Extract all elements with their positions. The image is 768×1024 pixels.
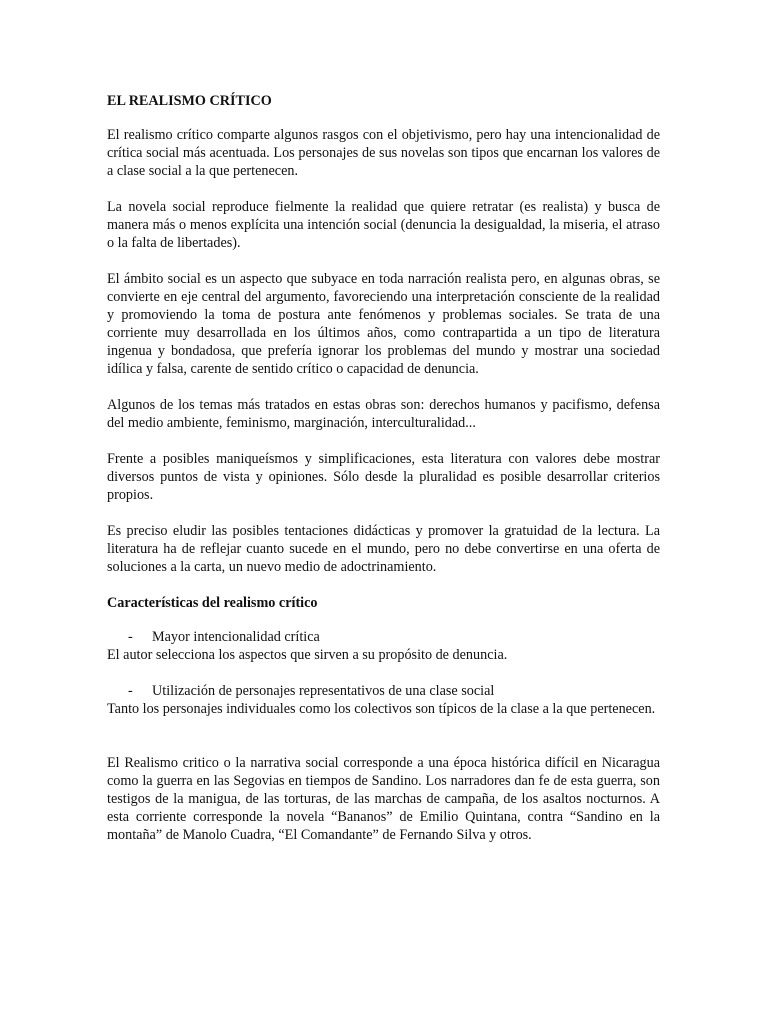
blank-line <box>107 736 660 754</box>
list-item-description: El autor selecciona los aspectos que sirven a su propósito de denuncia. <box>107 647 508 663</box>
document-title: EL REALISMO CRÍTICO <box>107 93 272 109</box>
paragraph: La novela social reproduce fielmente la realidad que quiere retratar (es realista) y busca de manera más o menos explícita una intención social (denuncia la desigualdad, la miseria, el atraso o la falta de libertades). <box>107 199 660 251</box>
closing-paragraph: El Realismo critico o la narrativa social corresponde a una época histórica difícil en Nicaragua como la guerra en las Segovias en tiempos de Sandino. Los narradores dan fe de esta guerra, son testigos de la manigua, de las torturas, de las marchas de campaña, de los asaltos nocturnos. A esta corriente corresponde la novela “Bananos” de Emilio Quintana, contra “Sandino en la montaña” de Manolo Cuadra, “El Comandante” de Fernando Silva y otros. <box>107 755 660 843</box>
bullet-dash: - <box>128 629 133 645</box>
list-item-description: Tanto los personajes individuales como los colectivos son típicos de la clase a la que pertenecen. <box>107 701 656 717</box>
list-item-label: Utilización de personajes representativos de una clase social <box>152 683 495 699</box>
list-item <box>107 682 660 700</box>
document-page <box>107 92 660 862</box>
list-item-label: Mayor intencionalidad crítica <box>152 629 320 645</box>
paragraph: El ámbito social es un aspecto que subyace en toda narración realista pero, en algunas obras, se convierte en eje central del argumento, favoreciendo una interpretación consciente de la realidad y promoviendo la toma de postura ante fenómenos y problemas sociales. Se trata de una corriente muy desarrollada en los últimos años, como contrapartida a un tipo de literatura ingenua y bondadosa, que prefería ignorar los problemas del mundo y mostrar una sociedad idílica y falsa, carente de sentido crítico o capacidad de denuncia. <box>107 271 660 377</box>
paragraph: Es preciso eludir las posibles tentaciones didácticas y promover la gratuidad de la lectura. La literatura ha de reflejar cuanto sucede en el mundo, pero no debe convertirse en una oferta de soluciones a la carta, un nuevo medio de adoctrinamiento. <box>107 523 660 575</box>
paragraph: Frente a posibles maniqueísmos y simplificaciones, esta literatura con valores debe mostrar diversos puntos de vista y opiniones. Sólo desde la pluralidad es posible desarrollar criterios propios. <box>107 451 660 503</box>
section-subheading: Características del realismo crítico <box>107 595 318 611</box>
paragraph: El realismo crítico comparte algunos rasgos con el objetivismo, pero hay una intencionalidad de crítica social más acentuada. Los personajes de sus novelas son tipos que encarnan los valores de a clase social a la que pertenecen. <box>107 127 660 179</box>
bullet-dash: - <box>128 683 133 699</box>
list-item <box>107 628 660 646</box>
paragraph: Algunos de los temas más tratados en estas obras son: derechos humanos y pacifismo, defensa del medio ambiente, feminismo, marginación, interculturalidad... <box>107 397 660 431</box>
